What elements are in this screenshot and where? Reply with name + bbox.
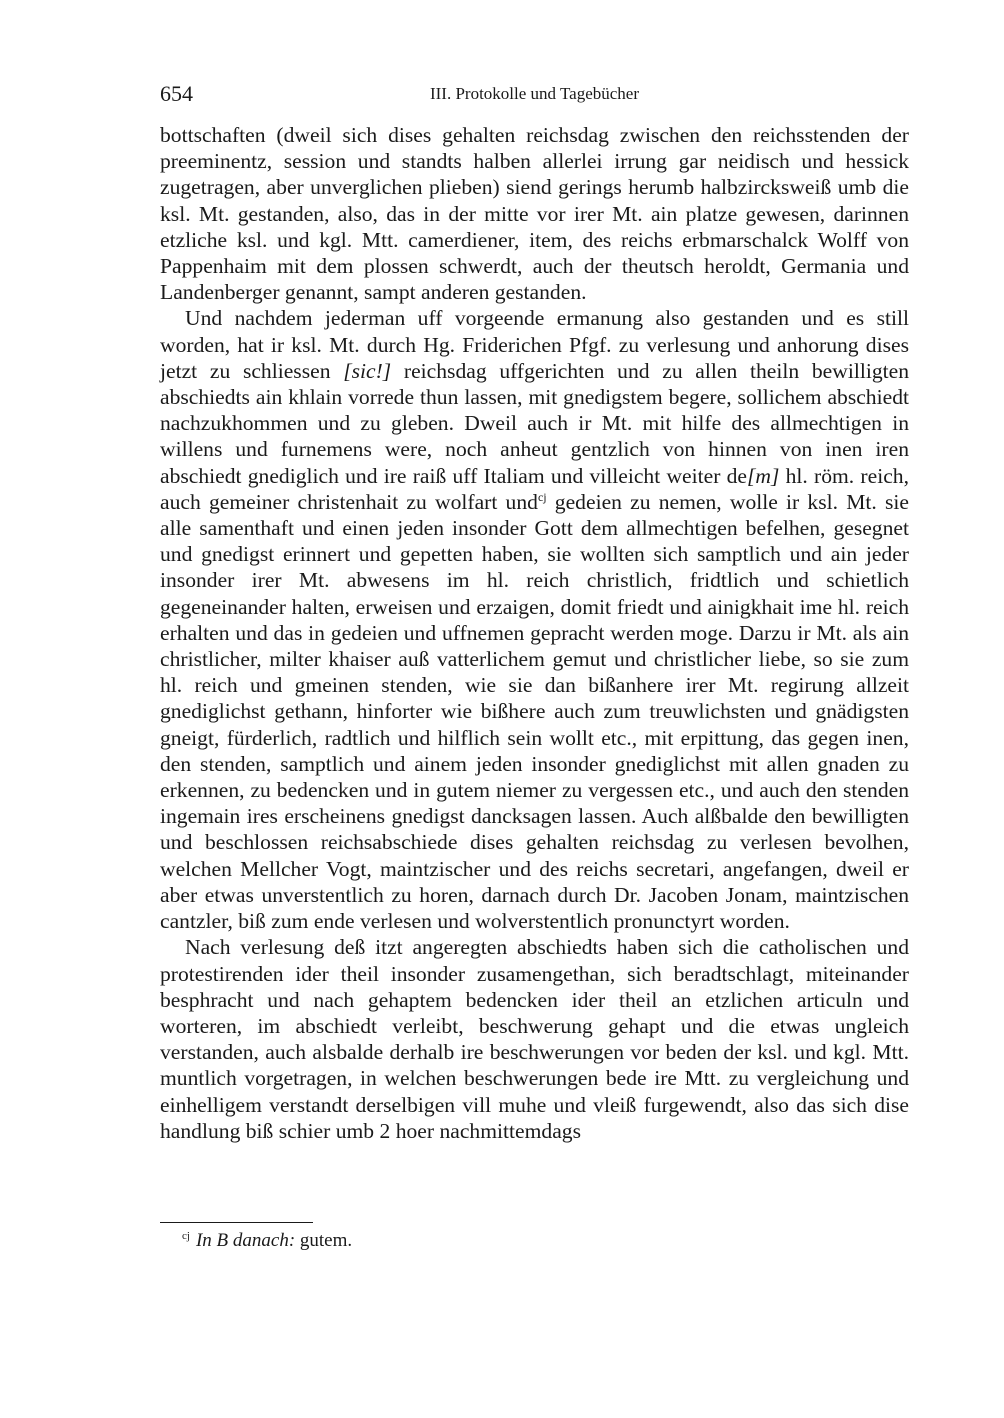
- main-text: [160, 122, 909, 1144]
- editorial-insertion: [m]: [747, 463, 780, 488]
- paragraph-2: [160, 305, 909, 934]
- page-header: [160, 80, 909, 108]
- paragraph-2-part-a: Und nachdem jederman uff vorgeende ermanung also gestanden und es still worden, hat ir ksl. Mt. durch Hg. Friderichen Pfgf. zu verlesung und anhorung dises jetzt zu schliessen: [160, 306, 909, 383]
- footnote-label: In B danach:: [195, 1230, 296, 1251]
- paragraph-2-part-c: hl. röm. reich, auch gemeiner christenhait zu wolfart und: [160, 463, 909, 514]
- footnote-text: gutem.: [295, 1230, 353, 1251]
- paragraph-2-part-d: gedeien zu nemen, wolle ir ksl. Mt. sie alle samenthaft und einen jeden insonder Gott dem allmechtigen befelhen, gesegnet und gnedigst erinnert und gepetten haben, sie wollten sich samptlich und ain jeder insonder irer Mt. abwesens im hl. reich christlich, fridtlich und schietlich gegeneinander halten, erweisen und erzaigen, domit friedt und ainigkhait ime hl. reich erhalten und das in gedeien und uffnemen gepracht werden moge. Darzu ir Mt. als ain christlicher, milter khaiser auß vatterlichem gemut und christlicher liebe, so sie zum hl. reich und gmeinen stenden, wie sie dan bißanhere irer Mt. regirung allzeit gnediglichst gethann, hinforter wie bißhere auch zum treuwlichsten und gnädigsten gneigt, fürderlich, radtlich und hilflich sein wollt etc., mit erpittung, das gegen inen, den stenden, samptlich und ainem jeden insonder gnediglichst mit allen gnaden zu erkennen, zu bedencken und in gutem niemer zu vergessen etc., und auch den stenden ingemain ires erscheinens gnedigst dancksagen lassen. Auch alßbalde den bewilligten und beschlossen reichsabschiede dises gehalten reichsdag zu verlesen bevolhen, welchen Mellcher Vogt, maintzischer und des reichs secretari, angefangen, dweil er aber etwas unverstentlich zu horen, darnach durch Dr. Jacoben Jonam, maintzischen cantzler, biß zum ende verlesen und wolverstentlich pronunctyrt worden.: [160, 489, 909, 934]
- paragraph-3: Nach verlesung deß itzt angeregten abschiedts haben sich die catholischen und protestirenden ider theil insonder zusamengethan, sich beradtschlagt, miteinander besphracht und nach gehaptem bedencken ider theil an etzlichen articuln und worteren, im abschiedt verleibt, beschwerung gehapt und die etwas ungleich verstanden, auch alsbalde derhalb ire beschwerungen vor beden der ksl. und kgl. Mtt. muntlich vorgetragen, in welchen beschwerungen bede ire Mtt. zu vergleichung und einhelligem verstandt derselbigen vill muhe und vleiß furgewendt, also das sich dise handlung biß schier umb 2 hoer nachmittemdags: [160, 935, 909, 1143]
- footnote: [182, 1228, 909, 1254]
- footnote-marker: cj: [182, 1230, 190, 1242]
- paragraph-2-part-b: reichsdag uffgerichten und zu allen theiln bewilligten abschiedts ain khlain vorrede thun lassen, mit gnedigstem begere, sollichem abschiedt nachzukhommen und zu gleben. Dweil auch ir Mt. mit hilfe des allmechtigen in willens und furnemens were, noch anheut gentzlich von hinnen von inen iren abschiedt gnediglich und ire raiß uff Italiam und villeicht weiter de: [160, 358, 909, 488]
- page-number: 654: [160, 81, 193, 106]
- sic-annotation: [sic!]: [343, 358, 392, 383]
- paragraph-1: bottschaften (dweil sich dises gehalten reichsdag zwischen den reichsstenden der preeminentz, session und standts halben allerlei irrung gar neidisch und hessick zugetragen, aber unverglichen plieben) siend gerings herumb halbzircksweiß umb die ksl. Mt. gestanden, also, das in der mitte vor irer Mt. ain platze gewesen, darinnen etzliche ksl. und kgl. Mtt. camerdiener, item, des reichs erbmarschalck Wolff von Pappenhaim mit dem plossen schwerdt, auch der theutsch heroldt, Germania und Landenberger genannt, sampt anderen gestanden.: [160, 123, 909, 305]
- running-head: III. Protokolle und Tagebücher: [429, 84, 640, 103]
- footnote-divider: [160, 1222, 313, 1223]
- footnote-reference[interactable]: cj: [537, 489, 547, 504]
